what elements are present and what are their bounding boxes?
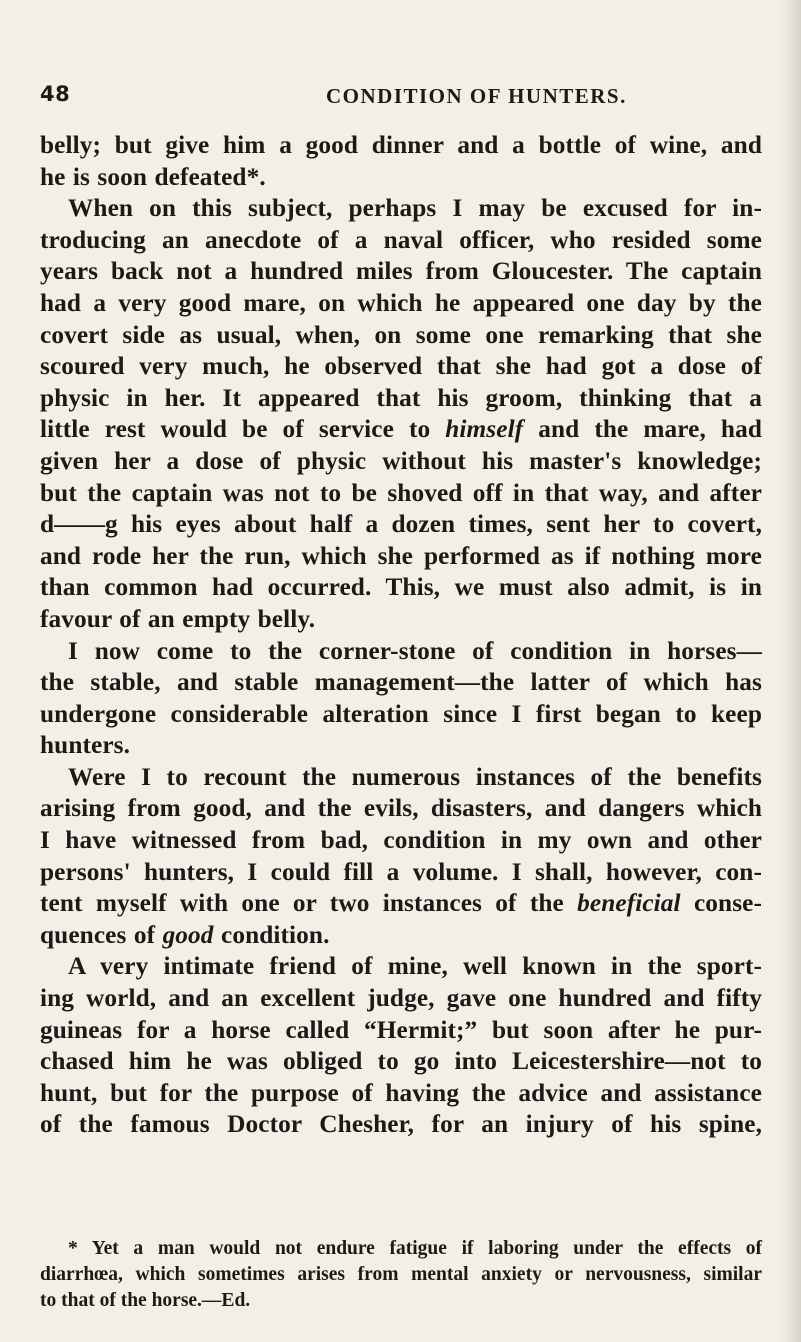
text-line [40,888,762,920]
running-head [40,82,780,110]
text-line: of the famous Doctor Chesher, for an injury of his spine, [40,1110,762,1139]
running-head-title: CONDITION OF HUNTERS. [326,84,627,108]
text-line: persons' hunters, I could fill a volume. I shall, however, con- [40,857,762,886]
text-line: I now come to the corner-stone of condition in horses— [68,636,762,665]
text-line: troducing an anecdote of a naval officer, who resided some [40,225,762,254]
text-segment: quences of [40,920,163,949]
text-line: than common had occurred. This, we must also admit, is in [40,573,762,602]
text-line: favour of an empty belly. [40,604,316,633]
text-line: and rode her the run, which she performed as if nothing more [40,541,762,570]
text-segment: condition. [213,920,330,949]
footnote-line: to that of the horse.—Ed. [40,1290,251,1311]
footnote-line: * Yet a man would not endure fatigue if laboring under the effects of [68,1238,762,1259]
text-line: physic in her. It appeared that his groom, thinking that a [40,383,762,412]
footnote [40,1236,762,1314]
text-line: given her a dose of physic without his master's knowledge; [40,446,762,475]
text-line: covert side as usual, when, on some one remarking that she [40,320,762,349]
italic-emphasis: himself [445,415,524,444]
text-line: he is soon defeated*. [40,162,266,191]
italic-emphasis: good [162,920,214,949]
text-line: undergone considerable alteration since I first began to keep [40,699,762,728]
text-line: hunters. [40,731,131,760]
text-line: guineas for a horse called “Hermit;” but soon after he pur- [40,1015,762,1044]
text-line: chased him he was obliged to go into Leicestershire—not to [40,1047,762,1076]
text-line: A very intimate friend of mine, well known in the sport- [68,952,762,981]
text-segment: conse- [680,889,763,918]
text-line [40,414,762,446]
page-edge-shadow [781,0,801,1342]
text-line: the stable, and stable management—the latter of which has [40,668,762,697]
page-number: 48 [40,82,71,106]
text-line [40,920,762,952]
text-line: but the captain was not to be shoved off in that way, and after [40,478,762,507]
text-line: years back not a hundred miles from Gloucester. The captain [40,257,762,286]
text-line: arising from good, and the evils, disasters, and dangers which [40,794,762,823]
text-line: I have witnessed from bad, condition in my own and other [40,826,762,855]
text-line: scoured very much, he observed that she had got a dose of [40,352,762,381]
footnote-line: diarrhœa, which sometimes arises from mental anxiety or nervousness, similar [40,1264,762,1285]
text-segment: tent myself with one or two instances of the [40,889,578,918]
italic-emphasis: beneficial [577,889,681,918]
body-text [40,130,762,1141]
text-line: When on this subject, perhaps I may be excused for in- [68,194,762,223]
text-segment: little rest would be of service to [40,415,446,444]
text-segment: and the mare, had [523,415,762,444]
text-line: d——g his eyes about half a dozen times, sent her to covert, [40,510,762,539]
text-line: Were I to recount the numerous instances of the benefits [68,762,762,791]
text-line: hunt, but for the purpose of having the advice and assistance [40,1078,762,1107]
text-line: had a very good mare, on which he appeared one day by the [40,288,762,317]
text-line: ing world, and an excellent judge, gave one hundred and fifty [40,984,762,1013]
text-line: belly; but give him a good dinner and a bottle of wine, and [40,131,762,159]
